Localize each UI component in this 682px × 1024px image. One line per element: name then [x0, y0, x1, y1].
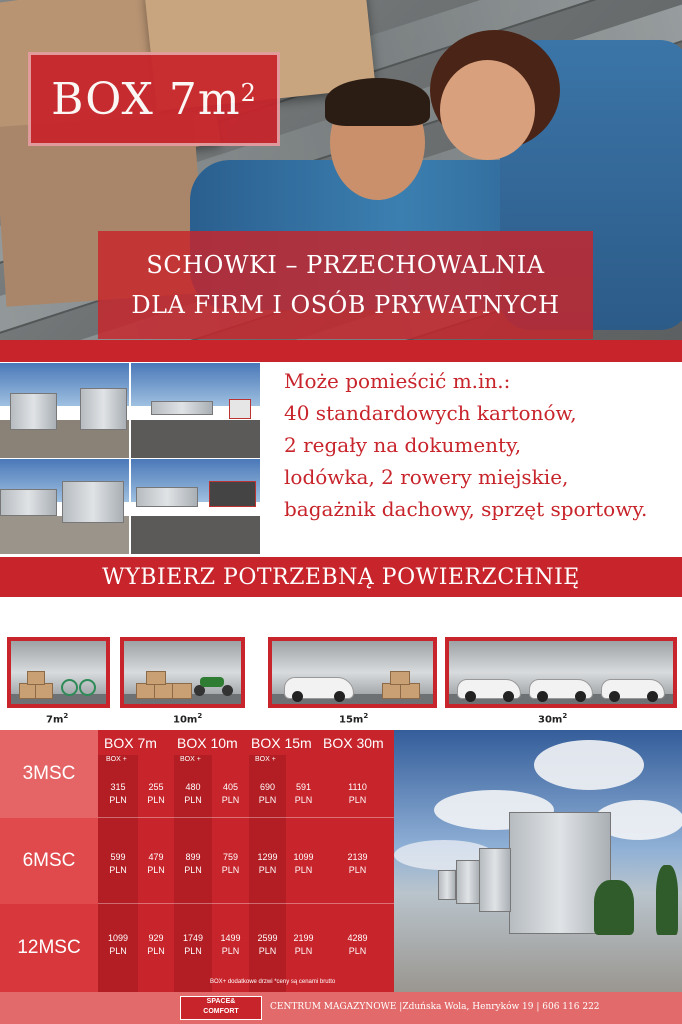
- price-cell: 2139 PLN: [347, 852, 368, 875]
- capacity-list: [284, 365, 676, 525]
- price-cell: 929 PLN: [147, 933, 165, 956]
- footer-contact: CENTRUM MAGAZYNOWE |Zduńska Wola, Henryków 19 | 606 116 222: [270, 1002, 600, 1012]
- unit-size-label: $7m^2$: [46, 712, 69, 726]
- page-title: [31, 55, 277, 143]
- storage-photo: [0, 363, 129, 458]
- price-cell: 1099 PLN: [107, 933, 129, 956]
- divider-band: [0, 340, 682, 362]
- price-cell: 479 PLN: [147, 852, 165, 875]
- price-cell: 4289 PLN: [347, 933, 368, 956]
- title-badge: [28, 52, 280, 146]
- period-label: 12MSC: [17, 937, 81, 958]
- boxplus-label: BOX +: [255, 756, 276, 763]
- capacity-line: 2 regały na dokumenty,: [284, 433, 522, 457]
- space-comfort-logo: SPACE& COMFORT: [180, 996, 262, 1020]
- storage-photo: [0, 459, 129, 554]
- title-text: BOX 7m: [51, 73, 241, 125]
- unit-size-label: $10m^2$: [173, 712, 203, 726]
- price-cell: 255 PLN: [147, 782, 165, 805]
- price-note: BOX+ dodatkowe drzwi *ceny są cenami brutto: [210, 979, 336, 985]
- boxplus-label: BOX +: [106, 756, 127, 763]
- choose-heading: WYBIERZ POTRZEBNĄ POWIERZCHNIĘ: [0, 557, 682, 597]
- price-cell: 1499 PLN: [220, 933, 241, 956]
- price-cell: 1299 PLN: [257, 852, 278, 875]
- price-cell: 480 PLN: [184, 782, 202, 805]
- period-label: 6MSC: [22, 850, 76, 871]
- slogan-banner: [98, 231, 593, 339]
- storage-photo: [131, 363, 260, 458]
- slogan-line-2: DLA FIRM I OSÓB PRYWATNYCH: [131, 291, 560, 319]
- price-cell: 599 PLN: [109, 852, 127, 875]
- price-cell: 899 PLN: [184, 852, 202, 875]
- price-cell: 315 PLN: [109, 782, 127, 805]
- column-header: BOX 30m: [323, 735, 384, 751]
- unit-15m-illustration: [268, 637, 437, 708]
- price-cell: 690 PLN: [258, 782, 277, 805]
- unit-size-label: $30m^2$: [538, 712, 568, 726]
- man-hair: [325, 78, 430, 126]
- unit-7m-illustration: [7, 637, 110, 708]
- unit-30m-illustration: [445, 637, 677, 708]
- price-cell: 2599 PLN: [257, 933, 278, 956]
- price-cell: 1749 PLN: [182, 933, 204, 956]
- column-header: BOX 15m: [251, 735, 312, 751]
- price-cell: 591 PLN: [294, 782, 313, 805]
- price-cell: 1099 PLN: [293, 852, 314, 875]
- boxplus-label: BOX +: [180, 756, 201, 763]
- woman-face: [440, 60, 535, 160]
- column-header: BOX 7m: [104, 735, 157, 751]
- column-header: BOX 10m: [177, 735, 238, 751]
- capacity-line: 40 standardowych kartonów,: [284, 401, 577, 425]
- capacity-line: lodówka, 2 rowery miejskie,: [284, 465, 569, 489]
- price-cell: 1110 PLN: [348, 782, 367, 805]
- storage-yard-photo: [394, 730, 682, 992]
- unit-size-label: $15m^2$: [339, 712, 369, 726]
- capacity-line: Może pomieścić m.in.:: [284, 369, 511, 393]
- price-cell: 405 PLN: [221, 782, 240, 805]
- unit-10m-illustration: [120, 637, 245, 708]
- period-label: 3MSC: [22, 763, 76, 784]
- price-cell: 759 PLN: [221, 852, 240, 875]
- slogan-line-1: SCHOWKI – PRZECHOWALNIA: [146, 251, 545, 279]
- price-cell: 2199 PLN: [293, 933, 314, 956]
- capacity-line: bagażnik dachowy, sprzęt sportowy.: [284, 497, 648, 521]
- storage-photo: [131, 459, 260, 554]
- title-superscript: 2: [240, 79, 257, 107]
